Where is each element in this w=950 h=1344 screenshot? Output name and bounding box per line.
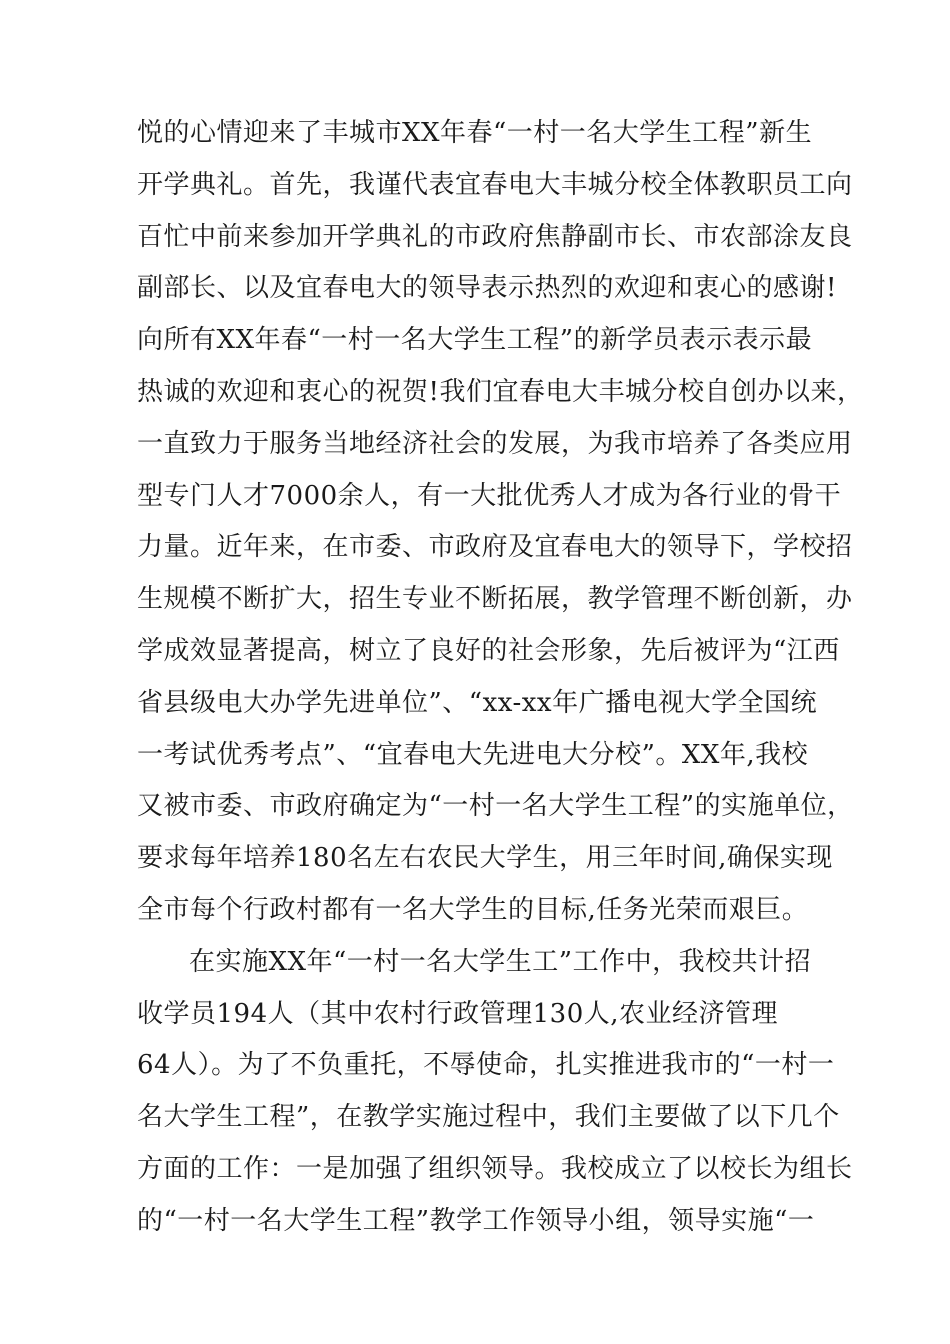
text-line: 副部长、以及宜春电大的领导表示热烈的欢迎和衷心的感谢! xyxy=(137,273,837,304)
text-line: 要求每年培养180名左右农民大学生，用三年时间,确保实现 xyxy=(137,843,833,874)
text-line: 在实施XX年“一村一名大学生工”工作中，我校共计招 xyxy=(189,946,812,977)
text-line: 收学员194人（其中农村行政管理130人,农业经济管理 xyxy=(137,998,779,1029)
text-line: 一考试优秀考点”、“宜春电大先进电大分校”。XX年,我校 xyxy=(137,739,809,770)
text-line: 一直致力于服务当地经济社会的发展，为我市培养了各类应用 xyxy=(137,428,853,459)
text-line: 力量。近年来，在市委、市政府及宜春电大的领导下，学校招 xyxy=(137,532,853,563)
text-line: 向所有XX年春“一村一名大学生工程”的新学员表示表示最 xyxy=(137,325,813,356)
text-line: 悦的心情迎来了丰城市XX年春“一村一名大学生工程”新生 xyxy=(137,118,813,148)
text-line: 名大学生工程”，在教学实施过程中，我们主要做了以下几个 xyxy=(137,1102,840,1133)
text-line: 的“一村一名大学生工程”教学工作领导小组，领导实施“一 xyxy=(137,1205,815,1236)
text-line: 64人）。为了不负重托，不辱使命，扎实推进我市的“一村一 xyxy=(137,1050,835,1081)
text-line: 方面的工作：一是加强了组织领导。我校成立了以校长为组长 xyxy=(137,1153,853,1184)
text-line: 生规模不断扩大，招生专业不断拓展，教学管理不断创新，办 xyxy=(137,584,853,615)
text-line: 又被市委、市政府确定为“一村一名大学生工程”的实施单位， xyxy=(137,791,854,822)
text-line: 型专门人才7000余人，有一大批优秀人才成为各行业的骨干 xyxy=(137,480,842,511)
text-line: 百忙中前来参加开学典礼的市政府焦静副市长、市农部涂友良 xyxy=(137,221,853,252)
text-line: 热诚的欢迎和衷心的祝贺!我们宜春电大丰城分校自创办以来， xyxy=(137,376,864,407)
text-line: 省县级电大办学先进单位”、“xx-xx年广播电视大学全国统 xyxy=(137,687,818,718)
body-text xyxy=(137,108,864,1248)
text-line: 开学典礼。首先，我谨代表宜春电大丰城分校全体教职员工向 xyxy=(137,169,853,200)
text-line: 学成效显著提高，树立了良好的社会形象，先后被评为“江西 xyxy=(137,635,840,666)
text-line: 全市每个行政村都有一名大学生的目标,任务光荣而艰巨。 xyxy=(137,894,809,925)
